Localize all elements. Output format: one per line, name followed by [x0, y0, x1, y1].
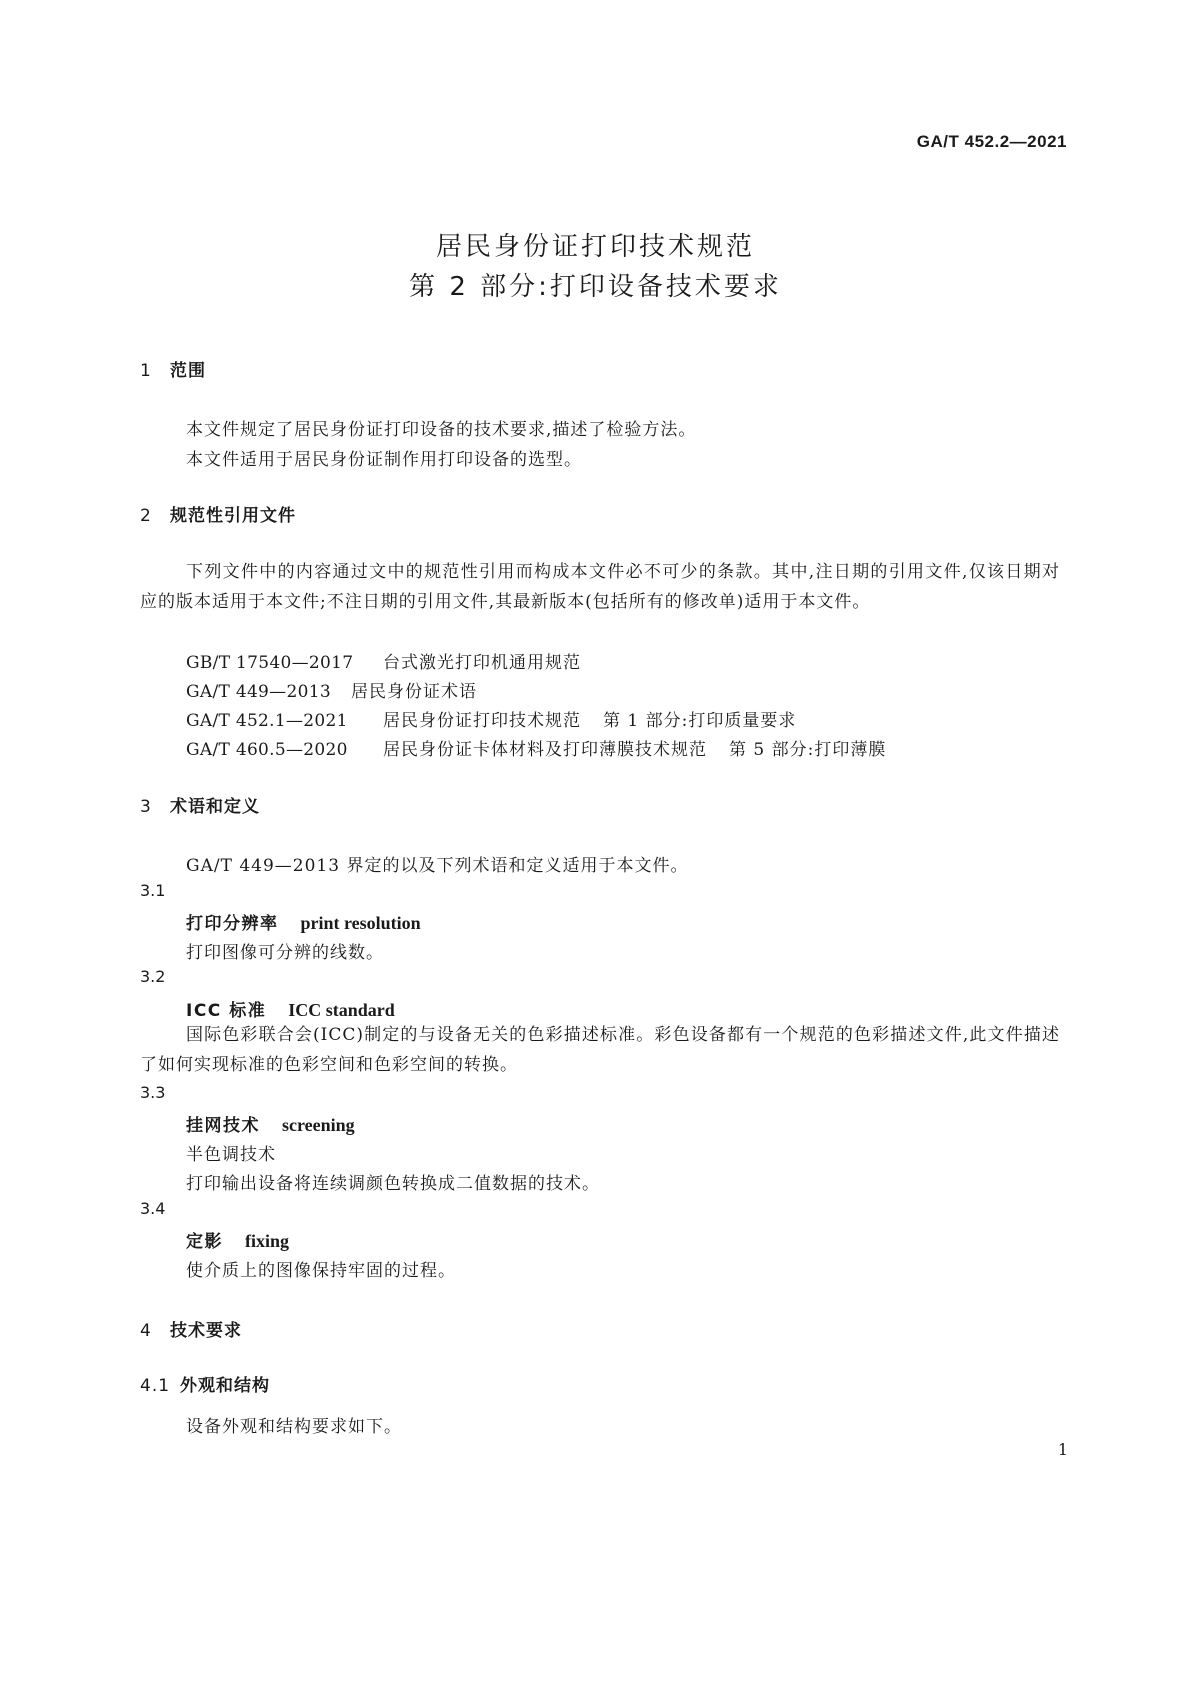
section-title: 技术要求 — [170, 1321, 242, 1341]
term-zh: ICC 标准 — [186, 1001, 267, 1021]
paragraph: 本文件适用于居民身份证制作用打印设备的选型。 — [186, 450, 582, 470]
term-zh: 打印分辨率 — [186, 914, 279, 934]
section-title: 外观和结构 — [180, 1376, 270, 1396]
term-number: 3.3 — [140, 1083, 166, 1102]
reference-part: 第 5 部分:打印薄膜 — [729, 740, 887, 760]
term-definition: 国际色彩联合会(ICC)制定的与设备无关的色彩描述标准。彩色设备都有一个规范的色彩描述文件,此文件描述了如何实现标准的色彩空间和色彩空间的转换。 — [140, 1025, 1060, 1075]
reference-item — [186, 735, 886, 760]
section-number: 2 — [140, 506, 152, 526]
term-zh: 挂网技术 — [186, 1116, 260, 1136]
section-4-heading — [140, 1316, 242, 1341]
document-title-line2: 第 2 部分:打印设备技术要求 — [409, 272, 782, 302]
term-heading — [186, 996, 395, 1021]
term-en: print resolution — [300, 913, 421, 933]
paragraph: 设备外观和结构要求如下。 — [186, 1417, 402, 1437]
reference-item — [186, 648, 581, 673]
reference-title: 台式激光打印机通用规范 — [383, 653, 581, 673]
term-en: screening — [282, 1115, 355, 1135]
section-title: 规范性引用文件 — [170, 506, 296, 526]
reference-item — [186, 677, 477, 702]
reference-code: GA/T 449—2013 — [186, 682, 331, 702]
reference-code: GB/T 17540—2017 — [186, 653, 354, 673]
term-heading — [186, 1111, 355, 1136]
reference-title: 居民身份证打印技术规范 — [383, 711, 581, 731]
section-number: 4.1 — [140, 1376, 171, 1396]
term-number: 3.4 — [140, 1199, 166, 1218]
page-number: 1 — [1057, 1440, 1068, 1459]
section-number: 3 — [140, 797, 152, 817]
document-number: GA/T 452.2—2021 — [916, 132, 1067, 151]
term-synonym: 半色调技术 — [186, 1145, 276, 1165]
term-definition: 打印图像可分辨的线数。 — [186, 943, 384, 963]
term-definition: 打印输出设备将连续调颜色转换成二值数据的技术。 — [186, 1174, 600, 1194]
section-title: 范围 — [170, 361, 206, 381]
reference-title: 居民身份证卡体材料及打印薄膜技术规范 — [383, 740, 707, 760]
term-en: ICC standard — [288, 1000, 395, 1020]
reference-code: GA/T 460.5—2020 — [186, 740, 348, 760]
reference-part: 第 1 部分:打印质量要求 — [603, 711, 797, 731]
document-title-line1: 居民身份证打印技术规范 — [435, 232, 755, 262]
paragraph: GA/T 449—2013 界定的以及下列术语和定义适用于本文件。 — [186, 856, 689, 876]
reference-item — [186, 706, 796, 731]
paragraph: 本文件规定了居民身份证打印设备的技术要求,描述了检验方法。 — [186, 420, 697, 440]
term-heading — [186, 1227, 289, 1252]
section-1-heading — [140, 356, 206, 381]
section-4-1-heading — [140, 1371, 270, 1396]
term-zh: 定影 — [186, 1232, 223, 1252]
section-title: 术语和定义 — [170, 797, 260, 817]
term-definition: 使介质上的图像保持牢固的过程。 — [186, 1261, 456, 1281]
term-heading — [186, 909, 421, 934]
paragraph-normative-intro: 下列文件中的内容通过文中的规范性引用而构成本文件必不可少的条款。其中,注日期的引用文件,仅该日期对应的版本适用于本文件;不注日期的引用文件,其最新版本(包括所有的修改单)适用于本文件。 — [140, 562, 1060, 612]
section-2-heading — [140, 501, 296, 526]
reference-title: 居民身份证术语 — [351, 682, 477, 702]
term-number: 3.1 — [140, 881, 166, 900]
reference-code: GA/T 452.1—2021 — [186, 711, 348, 731]
section-number: 1 — [140, 361, 152, 381]
term-number: 3.2 — [140, 967, 166, 986]
section-number: 4 — [140, 1321, 152, 1341]
section-3-heading — [140, 792, 260, 817]
term-en: fixing — [245, 1231, 290, 1251]
